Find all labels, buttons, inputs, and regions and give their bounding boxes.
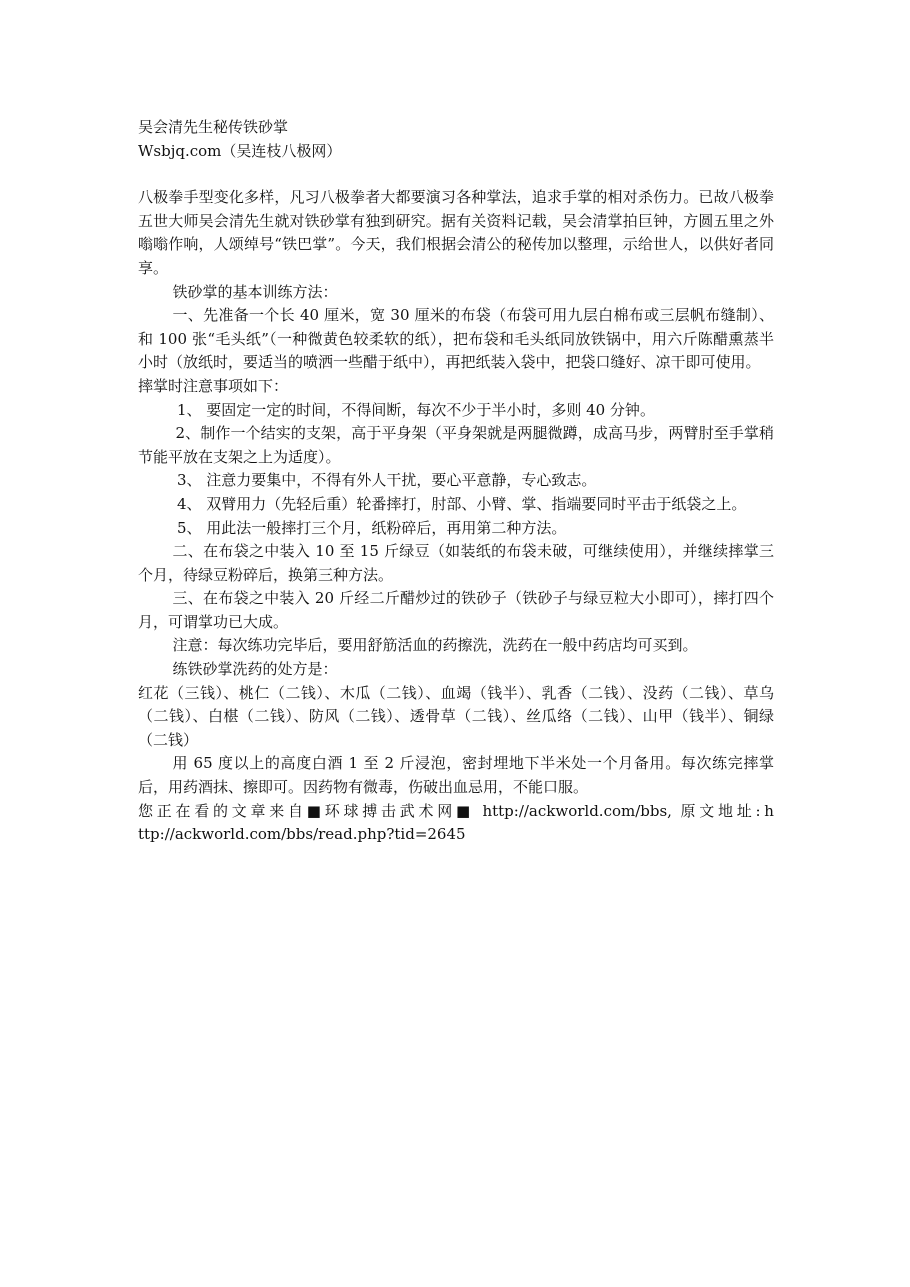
note-item-1: 1、 要固定一定的时间，不得间断，每次不少于半小时，多则 40 分钟。 <box>177 400 655 419</box>
intro-paragraph: 八极拳手型变化多样，凡习八极拳者大都要演习各种掌法，追求手掌的相对杀伤力。已故八极拳五世大师吴会清先生就对铁砂掌有独到研究。据有关资料记载，吴会清掌拍巨钟，方圆五里之外嗡嗡作响，人颂绰号“铁巴掌”。今天，我们根据会清公的秘传加以整理，示给世人，以供好者同享。 <box>138 188 774 277</box>
step-1-paragraph: 一、先准备一个长 40 厘米，宽 30 厘米的布袋（布袋可用九层白棉布或三层帆布缝制）、和 100 张“毛头纸”（一种微黄色较柔软的纸），把布袋和毛头纸同放铁锅中，用六斤陈醋熏蒸半小时（放纸时，要适当的喷洒一些醋于纸中），再把纸装入袋中，把袋口缝好、凉干即可使用。 <box>138 306 774 372</box>
footer-bbs-link[interactable]: http://ackworld.com/bbs, <box>482 801 672 820</box>
recipe-paragraph: 红花（三钱）、桃仁（二钱）、木瓜（二钱）、血竭（钱半）、乳香（二钱）、没药（二钱）、草乌（二钱）、白椹（二钱）、防风（二钱）、透骨草（二钱）、丝瓜络（二钱）、山甲（钱半）、铜绿（二钱） <box>138 683 774 749</box>
note-item-3: 3、 注意力要集中，不得有外人干扰，要心平意静，专心致志。 <box>177 471 597 490</box>
footer-prefix: 您正在看的文章来自 <box>138 801 307 820</box>
notes-heading: 摔掌时注意事项如下： <box>138 376 289 395</box>
note-item-5: 5、 用此法一般摔打三个月，纸粉碎后，再用第二种方法。 <box>177 518 567 537</box>
footer-origin-link[interactable]: http://ackworld.com/bbs/read.php?tid=2645 <box>138 801 774 844</box>
document-page <box>138 116 774 847</box>
step-2-paragraph: 二、在布袋之中装入 10 至 15 斤绿豆（如装纸的布袋未破，可继续使用），并继续摔掌三个月，待绿豆粉碎后，换第三种方法。 <box>138 542 774 584</box>
site-name: Wsbjq.com（吴连枝八极网） <box>138 141 342 160</box>
footer-site-name: 环球搏击武术网 <box>324 801 456 820</box>
usage-paragraph: 用 65 度以上的高度白酒 1 至 2 斤浸泡，密封埋地下半米处一个月备用。每次练完摔掌后，用药酒抹、擦即可。因药物有微毒，伤破出血忌用，不能口服。 <box>138 754 774 797</box>
square-bullet-icon: ■ <box>455 801 474 820</box>
footer-origin-label: 原文地址: <box>680 801 765 820</box>
caution-paragraph: 注意：每次练功完毕后，要用舒筋活血的药擦洗，洗药在一般中药店均可买到。 <box>172 636 698 655</box>
recipe-heading: 练铁砂掌洗药的处方是： <box>172 660 338 679</box>
method-heading: 铁砂掌的基本训练方法： <box>172 282 338 301</box>
document-title: 吴会清先生秘传铁砂掌 <box>138 118 289 136</box>
note-item-4: 4、 双臂用力（先轻后重）轮番摔打，肘部、小臂、掌、指端要同时平击于纸袋之上。 <box>177 494 747 513</box>
step-3-paragraph: 三、在布袋之中装入 20 斤经二斤醋炒过的铁砂子（铁砂子与绿豆粒大小即可），摔打四个月，可谓掌功已大成。 <box>138 589 774 631</box>
note-item-2: 2、制作一个结实的支架，高于平身架（平身架就是两腿微蹲，成高马步，两臂肘至手掌稍节能平放在支架之上为适度）。 <box>138 424 774 466</box>
square-bullet-icon: ■ <box>306 801 325 820</box>
source-footer <box>138 800 774 847</box>
